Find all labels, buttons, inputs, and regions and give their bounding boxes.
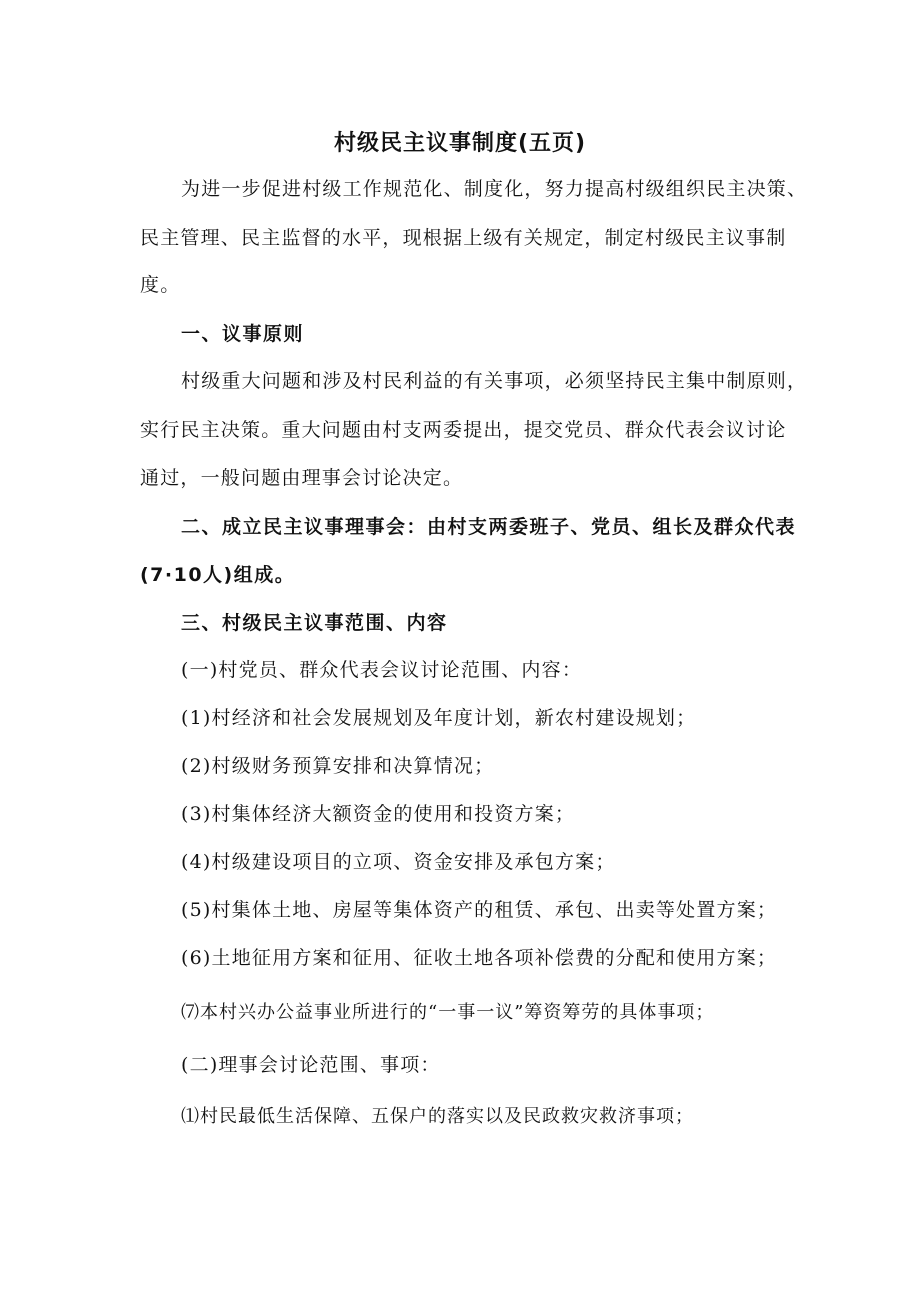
intro-line-2: 民主管理、民主监督的水平，现根据上级有关规定，制定村级民主议事制 xyxy=(140,227,787,249)
section1-line-3: 通过，一般问题由理事会讨论决定。 xyxy=(140,467,464,489)
document-title: 村级民主议事制度(五页) xyxy=(333,131,587,156)
section2-line-1: 二、成立民主议事理事会：由村支两委班子、党员、组长及群众代表 xyxy=(181,516,797,538)
list-item: ⑴村民最低生活保障、五保户的落实以及民政救灾救济事项； xyxy=(181,1106,694,1127)
subsection2-heading: (二)理事会讨论范围、事项： xyxy=(181,1054,441,1076)
intro-line-1: 为进一步促进村级工作规范化、制度化，努力提高村级组织民主决策、 xyxy=(181,178,808,200)
intro-line-3: 度。 xyxy=(140,274,181,296)
subsection1-heading: (一)村党员、群众代表会议讨论范围、内容： xyxy=(181,659,583,681)
section3-heading: 三、村级民主议事范围、内容 xyxy=(181,612,448,634)
list-item: (4)村级建设项目的立项、资金安排及承包方案； xyxy=(181,851,616,873)
list-item: (6)土地征用方案和征用、征收土地各项补偿费的分配和使用方案； xyxy=(181,947,778,969)
list-item: (5)村集体土地、房屋等集体资产的租赁、承包、出卖等处置方案； xyxy=(181,899,778,921)
section1-line-2: 实行民主决策。重大问题由村支两委提出，提交党员、群众代表会议讨论 xyxy=(140,419,787,441)
section2-line-2: (7·10人)组成。 xyxy=(140,564,296,586)
section1-heading: 一、议事原则 xyxy=(181,323,305,345)
list-item: ⑺本村兴办公益事业所进行的“一事一议”筹资筹劳的具体事项； xyxy=(181,1002,715,1023)
list-item: (2)村级财务预算安排和决算情况； xyxy=(181,755,495,777)
section1-line-1: 村级重大问题和涉及村民利益的有关事项，必须坚持民主集中制原则， xyxy=(181,370,808,392)
list-item: (3)村集体经济大额资金的使用和投资方案； xyxy=(181,803,576,825)
list-item: (1)村经济和社会发展规划及年度计划，新农村建设规划； xyxy=(181,707,697,729)
